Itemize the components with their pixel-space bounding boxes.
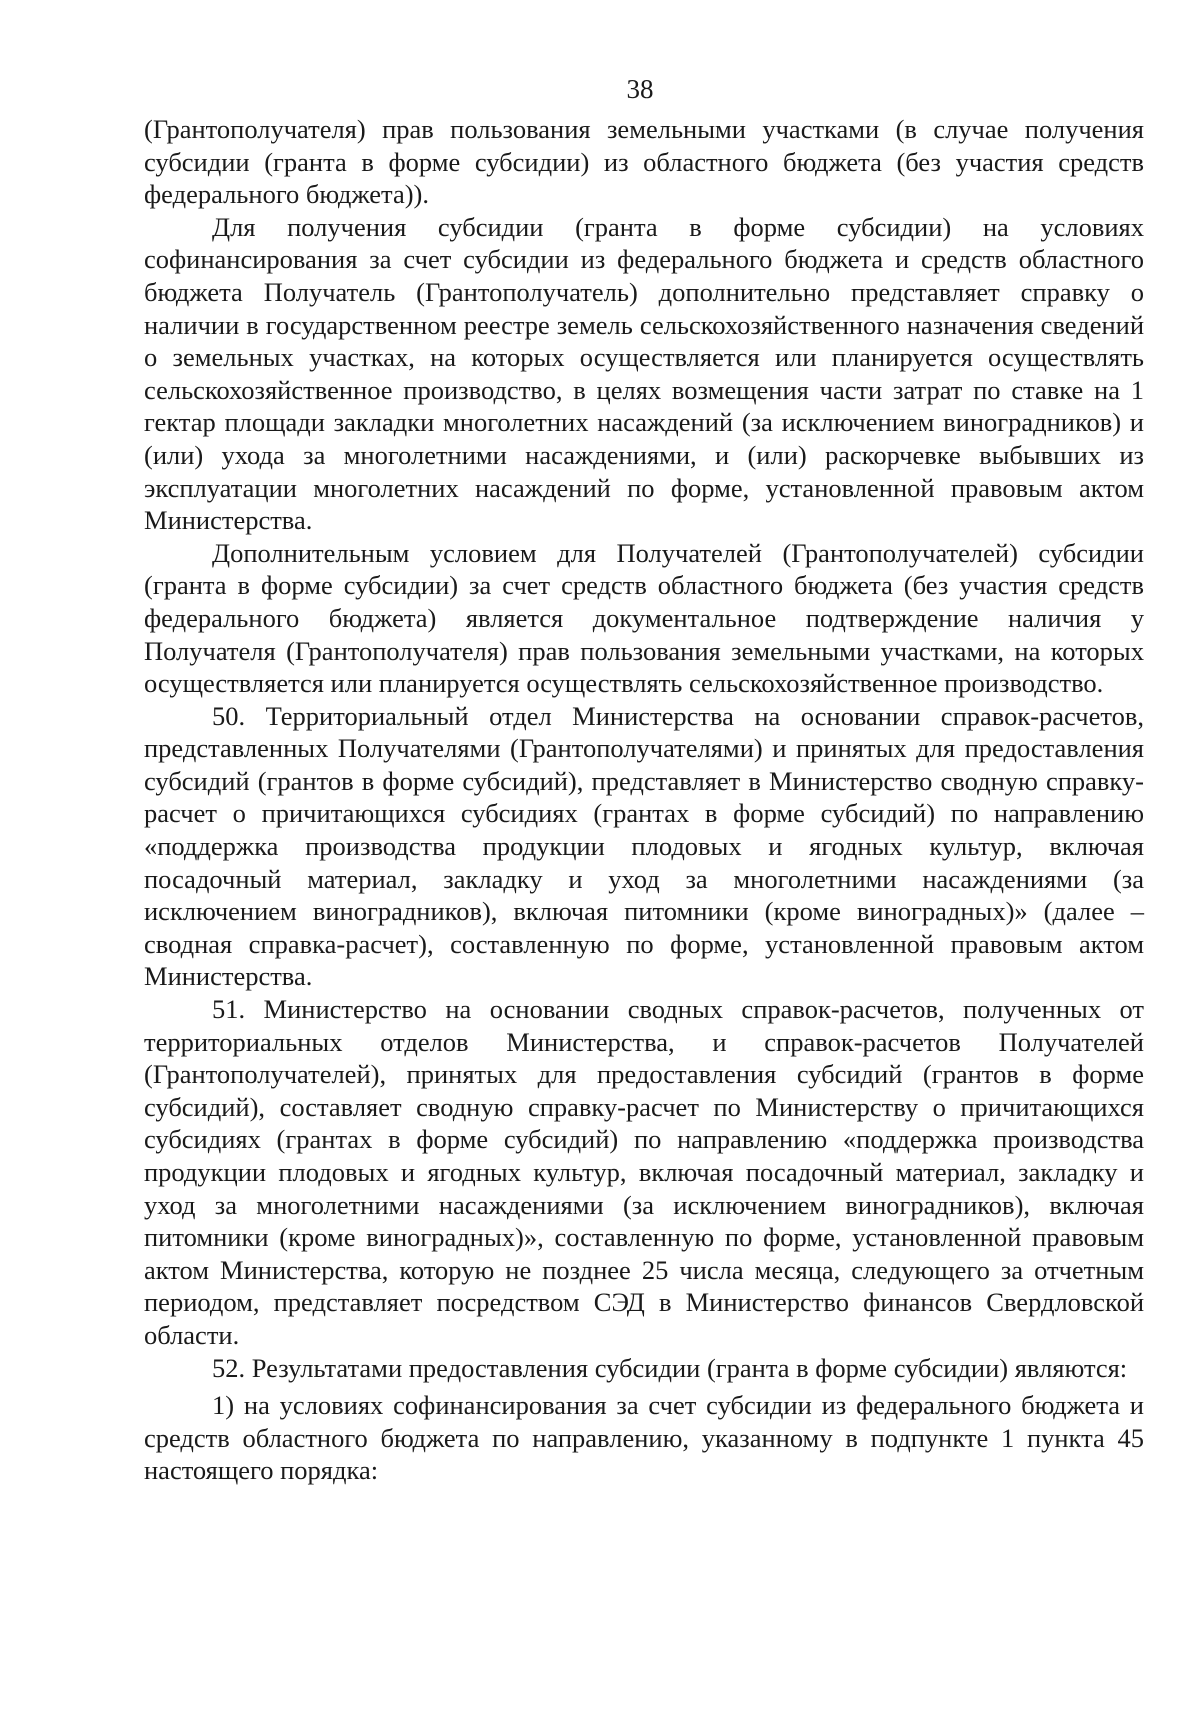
- paragraph-item-50: 50. Территориальный отдел Министерства на основании справок-расчетов, представленных Получателями (Грантополучателями) и принятых для предоставления субсидий (грантов в форме субсидий), представляет в Министерство сводную справку-расчет о причитающихся субсидиях (грантах в форме субсидий) по направлению «поддержка производства продукции плодовых и ягодных культур, включая посадочный материал, закладку и уход за многолетними насаждениями (за исключением виноградников), включая питомники (кроме виноградных)» (далее – сводная справка-расчет), составленную по форме, установленной правовым актом Министерства.: [144, 700, 1144, 992]
- paragraph-land-registry-certificate: Для получения субсидии (гранта в форме субсидии) на условиях софинансирования за счет субсидии из федерального бюджета и средств областного бюджета Получатель (Грантополучатель) дополнительно представляет справку о наличии в государственном реестре земель сельскохозяйственного назначения сведений о земельных участках, на которых осуществляется или планируется осуществлять сельскохозяйственное производство, в целях возмещения части затрат по ставке на 1 гектар площади закладки многолетних насаждений (за исключением виноградников) и (или) ухода за многолетними насаждениями, и (или) раскорчевке выбывших из эксплуатации многолетних насаждений по форме, установленной правовым актом Министерства.: [144, 211, 1144, 536]
- page-number: 38: [626, 74, 654, 104]
- paragraph-continuation: (Грантополучателя) прав пользования земельными участками (в случае получения субсидии (гранта в форме субсидии) из областного бюджета (без участия средств федерального бюджета)).: [144, 114, 1144, 210]
- document-body: [144, 113, 1144, 1487]
- paragraph-subitem-1: 1) на условиях софинансирования за счет субсидии из федерального бюджета и средств областного бюджета по направлению, указанному в подпункте 1 пункта 45 настоящего порядка:: [144, 1390, 1144, 1486]
- paragraph-item-51: 51. Министерство на основании сводных справок-расчетов, полученных от территориальных отделов Министерства, и справок-расчетов Получателей (Грантополучателей), принятых для предоставления субсидий (грантов в форме субсидий), составляет сводную справку-расчет по Министерству о причитающихся субсидиях (грантах в форме субсидий) по направлению «поддержка производства продукции плодовых и ягодных культур, включая посадочный материал, закладку и уход за многолетними насаждениями (за исключением виноградников), включая питомники (кроме виноградных)», составленную по форме, установленной правовым актом Министерства, которую не позднее 25 числа месяца, следующего за отчетным периодом, представляет посредством СЭД в Министерство финансов Свердловской области.: [144, 994, 1144, 1350]
- paragraph-additional-condition: Дополнительным условием для Получателей (Грантополучателей) субсидии (гранта в форме субсидии) за счет средств областного бюджета (без участия средств федерального бюджета) является документальное подтверждение наличия у Получателя (Грантополучателя) прав пользования земельными участками, на которых осуществляется или планируется осуществлять сельскохозяйственное производство.: [144, 537, 1144, 699]
- paragraph-item-52: 52. Результатами предоставления субсидии (гранта в форме субсидии) являются:: [212, 1352, 1128, 1383]
